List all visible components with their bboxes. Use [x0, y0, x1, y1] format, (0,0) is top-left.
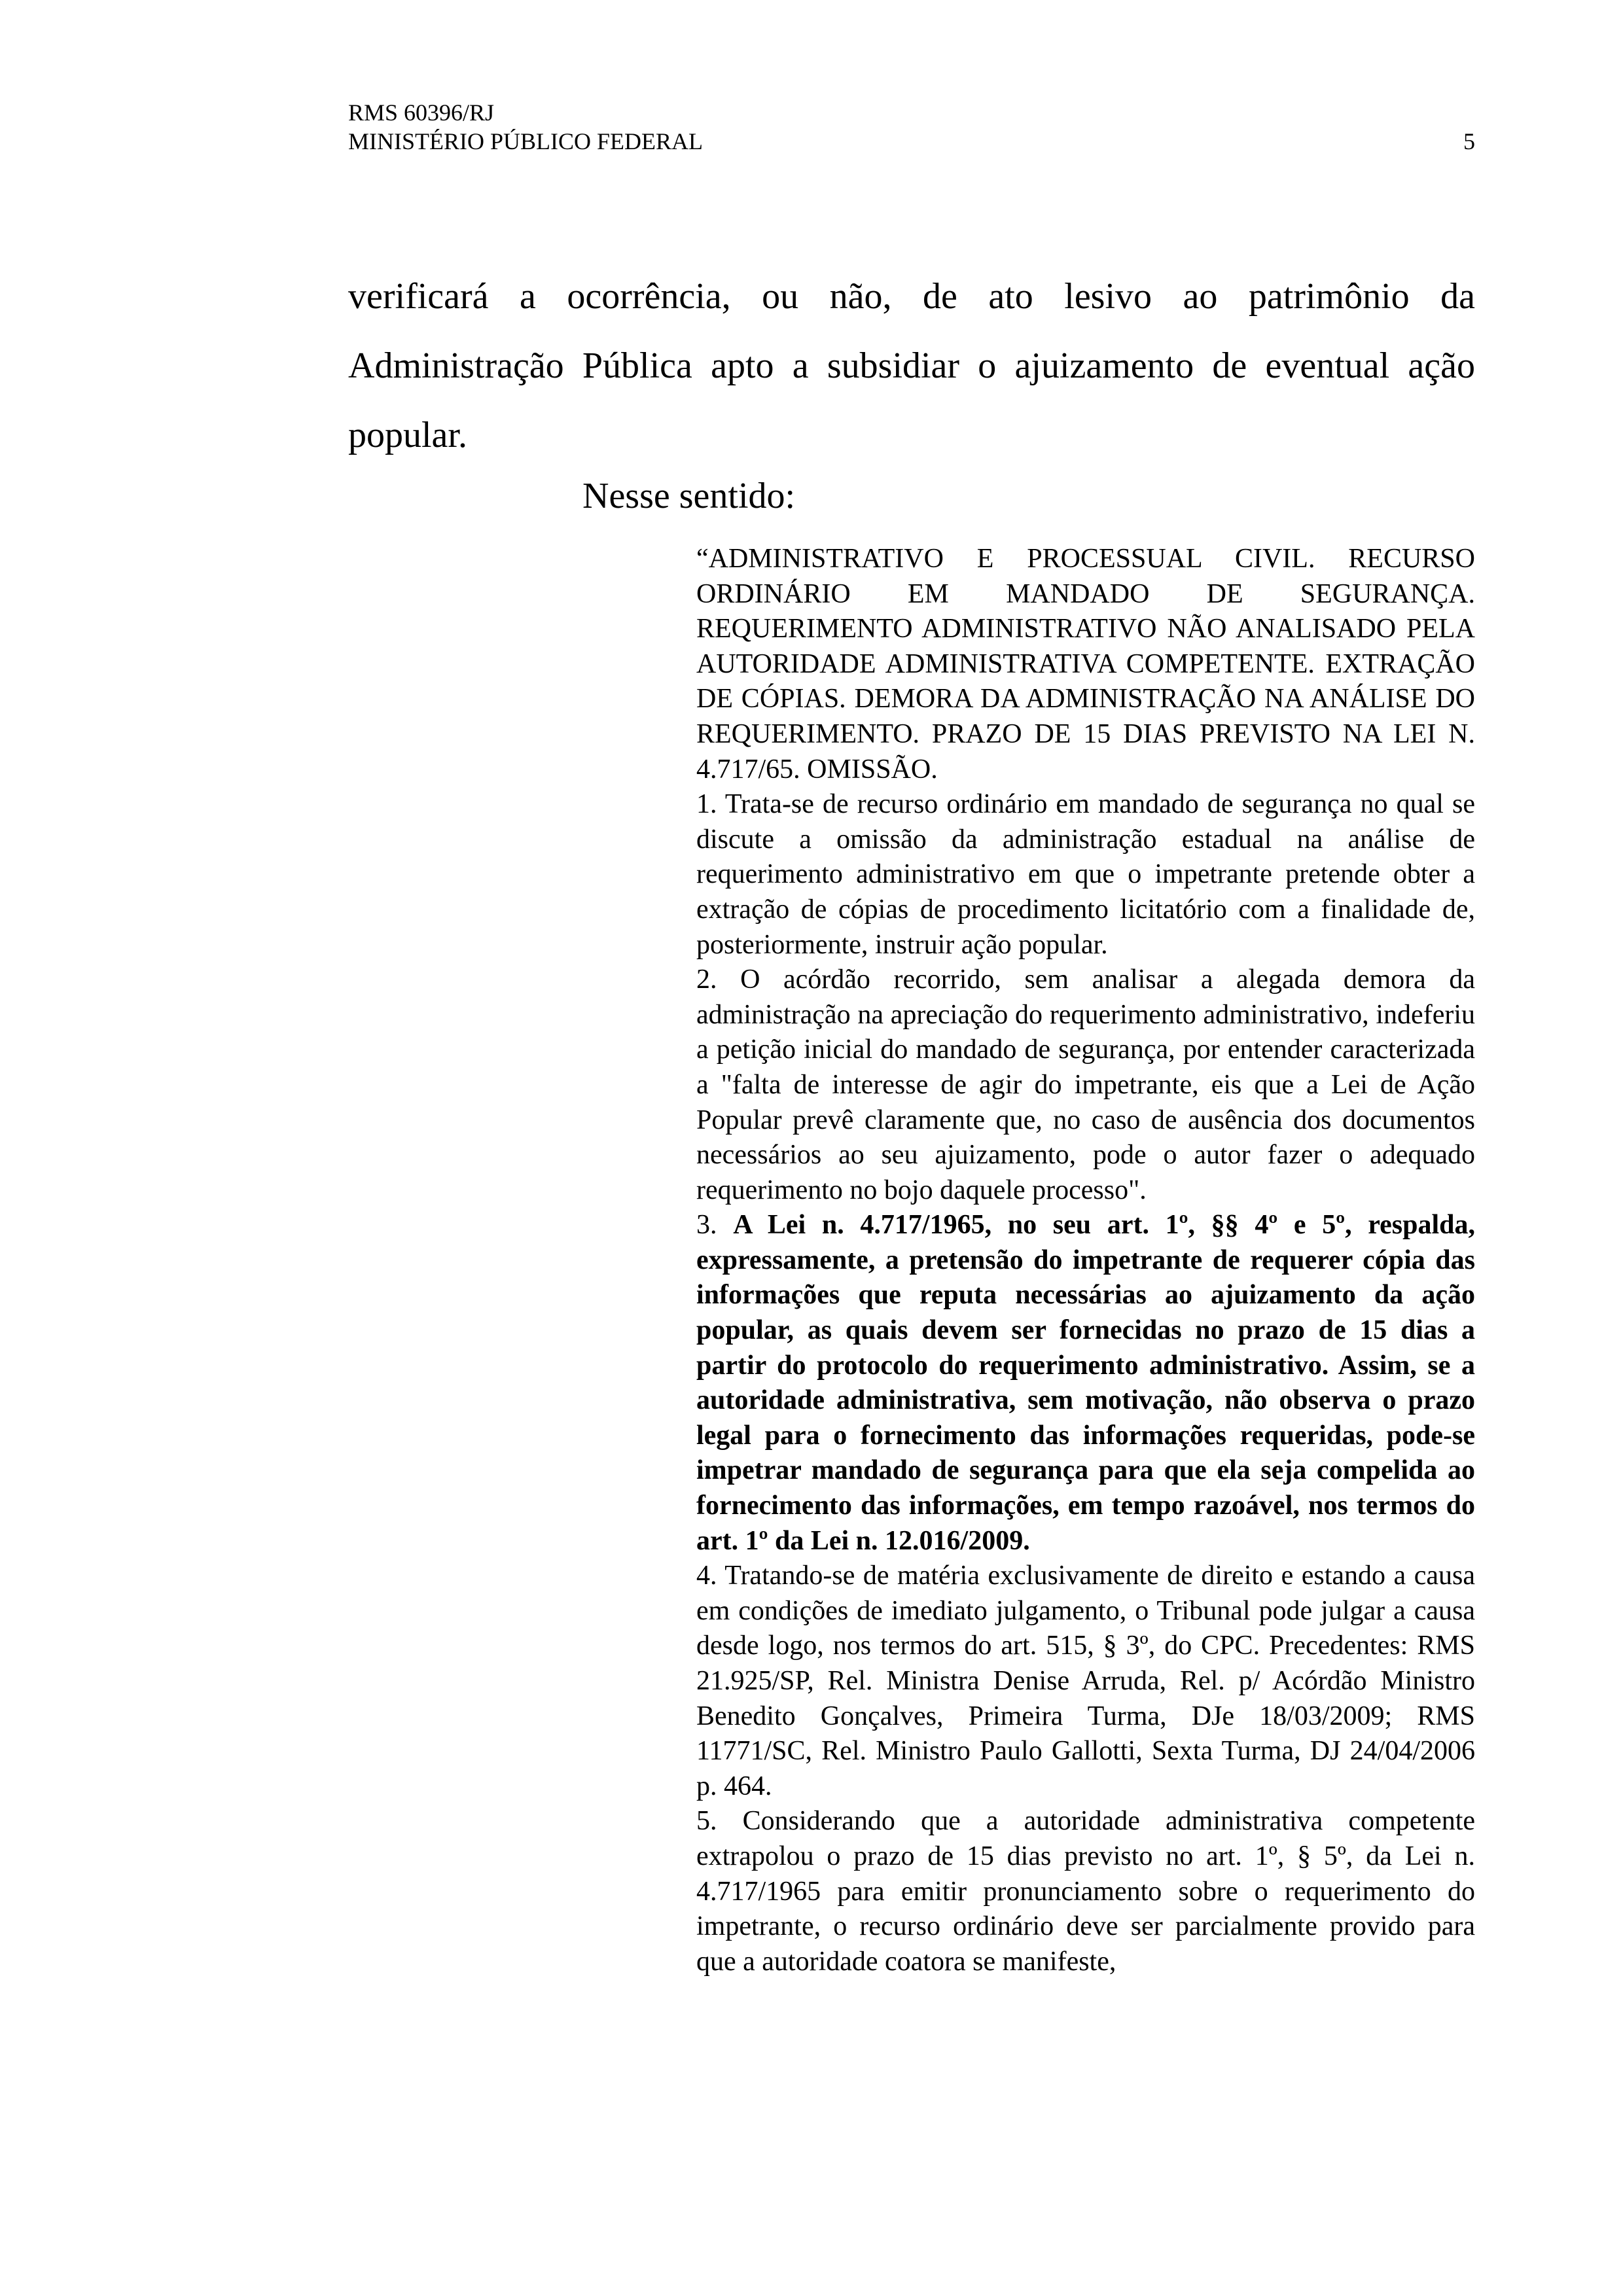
citation-item-3-number: 3. — [696, 1210, 717, 1241]
page-header — [348, 98, 1475, 156]
citation-headnote: “ADMINISTRATIVO E PROCESSUAL CIVIL. RECURSO ORDINÁRIO EM MANDADO DE SEGURANÇA. REQUERIMENTO ADMINISTRATIVO NÃO ANALISADO PELA AUTORIDADE ADMINISTRATIVA COMPETENTE. EXTRAÇÃO DE CÓPIAS. DEMORA DA ADMINISTRAÇÃO NA ANÁLISE DO REQUERIMENTO. PRAZO DE 15 DIAS PREVISTO NA LEI N. 4.717/65. OMISSÃO. — [696, 544, 1475, 785]
citation-item-5: 5. Considerando que a autoridade administrativa competente extrapolou o prazo de 15 dias previsto no art. 1º, § 5º, da Lei n. 4.717/1965 para emitir pronunciamento sobre o requerimento do impetrante, o recurso ordinário deve ser parcialmente provido para que a autoridade coatora se manifeste, — [696, 1806, 1475, 1977]
opening-paragraph: verificará a ocorrência, ou não, de ato lesivo ao patrimônio da Administração Pública apto a subsidiar o ajuizamento de eventual ação popular. — [348, 276, 1475, 455]
citation-item-4: 4. Tratando-se de matéria exclusivamente de direito e estando a causa em condições de imediato julgamento, o Tribunal pode julgar a causa desde logo, nos termos do art. 515, § 3º, do CPC. Precedentes: RMS 21.925/SP, Rel. Ministra Denise Arruda, Rel. p/ Acórdão Ministro Benedito Gonçalves, Primeira Turma, DJe 18/03/2009; RMS 11771/SC, Rel. Ministro Paulo Gallotti, Sexta Turma, DJ 24/04/2006 p. 464. — [696, 1561, 1475, 1801]
citation-item-3 — [696, 1208, 1475, 1559]
organization-name: MINISTÉRIO PÚBLICO FEDERAL — [348, 128, 704, 154]
citation-item-3-bold-text: A Lei n. 4.717/1965, no seu art. 1º, §§ 4º e 5º, respalda, expressamente, a pretensão do impetrante de requerer cópia das informações que reputa necessárias ao ajuizamento da ação popular, as quais devem ser fornecidas no prazo de 15 dias a partir do protocolo do requerimento administrativo. Assim, se a autoridade administrativa, sem motivação, não observa o prazo legal para o fornecimento das informações requeridas, pode-se impetrar mandado de segurança para que ela seja compelida ao fornecimento das informações, em tempo razoável, nos termos do art. 1º da Lei n. 12.016/2009. — [696, 1210, 1476, 1556]
citation-intro: Nesse sentido: — [582, 476, 796, 516]
case-number: RMS 60396/RJ — [348, 99, 495, 126]
jurisprudence-citation — [696, 542, 1475, 1979]
citation-item-1: 1. Trata-se de recurso ordinário em mandado de segurança no qual se discute a omissão da administração estadual na análise de requerimento administrativo em que o impetrante pretende obter a extração de cópias de procedimento licitatório com a finalidade de, posteriormente, instruir ação popular. — [696, 789, 1475, 960]
citation-item-2: 2. O acórdão recorrido, sem analisar a alegada demora da administração na apreciação do requerimento administrativo, indeferiu a petição inicial do mandado de segurança, por entender caracterizada a "falta de interesse de agir do impetrante, eis que a Lei de Ação Popular prevê claramente que, no caso de ausência dos documentos necessários ao seu ajuizamento, pode o autor fazer o adequado requerimento no bojo daquele processo". — [696, 964, 1475, 1205]
page-number: 5 — [1463, 128, 1475, 154]
